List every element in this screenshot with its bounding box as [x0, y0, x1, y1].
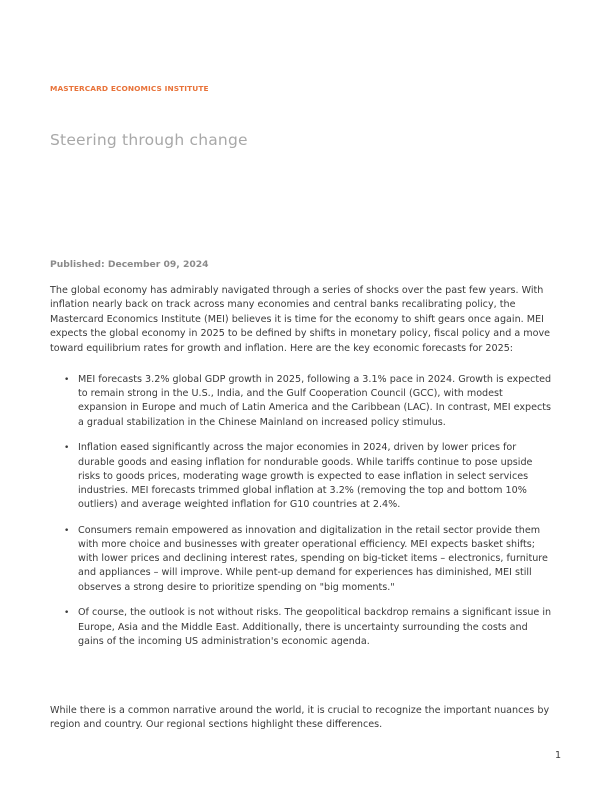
list-item [64, 373, 554, 430]
page-number: 1 [555, 750, 562, 761]
list-item-text: MEI forecasts 3.2% global GDP growth in 2025, following a 3.1% pace in 2024. Growth is expected to remain strong in the U.S., India, and the Gulf Cooperation Council (GCC), with modest expansion in Europe and much of Latin America and the Caribbean (LAC). In contrast, MEI expects a gradual stabilization in the Chinese Mainland on increased policy stimulus. [78, 374, 552, 428]
list-item-text: Consumers remain empowered as innovation and digitalization in the retail sector provide them with more choice and businesses with greater operational efficiency. MEI expects basket shifts; with lower prices and declining interest rates, spending on big-ticket items – electronics, furniture and appliances – will improve. While pent-up demand for experiences has diminished, MEI still observes a strong desire to prioritize spending on "big moments." [78, 524, 548, 593]
list-item-text: Of course, the outlook is not without risks. The geopolitical backdrop remains a significant issue in Europe, Asia and the Middle East. Additionally, there is uncertainty surrounding the costs and gains of the incoming US administration's economic agenda. [78, 607, 552, 647]
page-title: Steering through change [50, 131, 248, 149]
closing-paragraph: While there is a common narrative around the world, it is crucial to recognize the important nuances by region and country. Our regional sections highlight these differences. [50, 705, 550, 731]
list-item-text: Inflation eased significantly across the major economies in 2024, driven by lower prices for durable goods and easing inflation for nondurable goods. While tariffs continue to pose upside risks to goods prices, moderating wage growth is expected to ease inflation in select services industries. MEI forecasts trimmed global inflation at 3.2% (removing the top and bottom 10% outliers) and average weighted inflation for G10 countries at 2.4%. [78, 442, 533, 511]
forecast-list [64, 373, 554, 660]
intro-paragraph: The global economy has admirably navigated through a series of shocks over the past few years. With inflation nearly back on track across many economies and central banks recalibrating policy, the Mastercard Economics Institute (MEI) believes it is time for the economy to shift gears once again. MEI expects the global economy in 2025 to be defined by shifts in monetary policy, fiscal policy and a move toward equilibrium rates for growth and inflation. Here are the key economic forecasts for 2025: [50, 285, 551, 354]
list-item [64, 441, 554, 512]
list-item [64, 606, 554, 649]
bullet-marker: • [64, 608, 70, 619]
list-item [64, 524, 554, 595]
published-date: Published: December 09, 2024 [50, 259, 209, 270]
organization-label: MASTERCARD ECONOMICS INSTITUTE [50, 84, 209, 93]
bullet-marker: • [64, 375, 70, 385]
bullet-marker: • [64, 525, 70, 536]
bullet-marker: • [64, 443, 70, 454]
